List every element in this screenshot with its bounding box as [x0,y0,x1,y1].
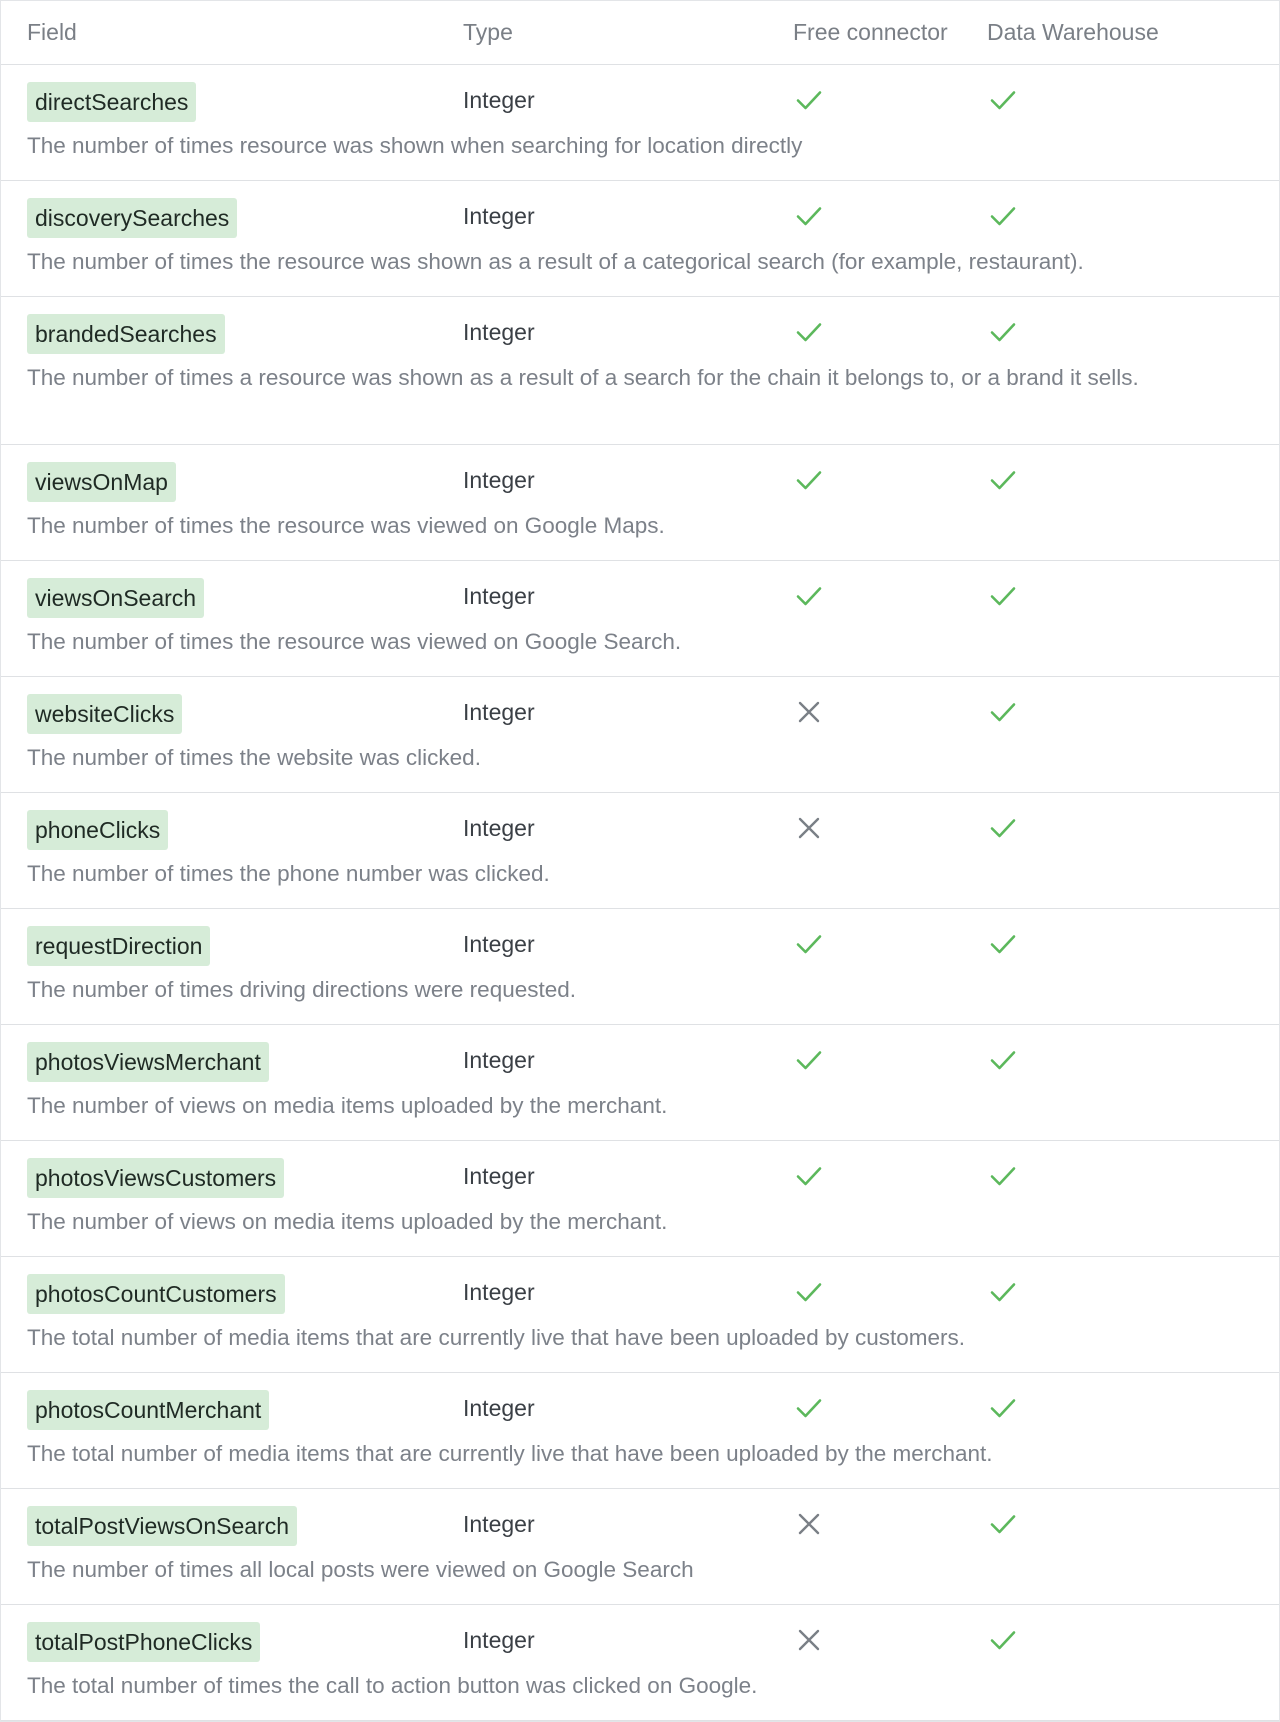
field-name-badge: photosViewsMerchant [27,1042,269,1082]
field-description: The number of views on media items uploaded by the merchant. [27,1093,668,1118]
cross-icon [794,697,824,727]
table-row [1,445,1279,561]
cross-icon [794,1625,824,1655]
table-row [1,1025,1279,1141]
header-field: Field [27,19,77,45]
field-type: Integer [463,467,535,493]
table-body [1,65,1279,1721]
check-icon [988,1625,1018,1655]
check-icon [794,201,824,231]
check-icon [988,201,1018,231]
table-row [1,1605,1279,1721]
check-icon [988,813,1018,843]
field-name-badge: totalPostPhoneClicks [27,1622,260,1662]
field-type: Integer [463,815,535,841]
field-name-badge: photosCountCustomers [27,1274,285,1314]
check-icon [794,465,824,495]
field-type: Integer [463,699,535,725]
table-row [1,1257,1279,1373]
check-icon [794,85,824,115]
table-row [1,793,1279,909]
field-name-badge: viewsOnSearch [27,578,204,618]
table-row [1,1373,1279,1489]
field-name-badge: phoneClicks [27,810,168,850]
table-row [1,561,1279,677]
field-type: Integer [463,319,535,345]
check-icon [988,697,1018,727]
table-row [1,909,1279,1025]
cross-icon [794,1509,824,1539]
field-type: Integer [463,931,535,957]
check-icon [794,1393,824,1423]
check-icon [794,1161,824,1191]
table-row [1,1141,1279,1257]
table-row [1,181,1279,297]
field-description: The number of times the website was clicked. [27,745,481,770]
table-row [1,65,1279,181]
check-icon [794,929,824,959]
check-icon [988,581,1018,611]
table-row [1,677,1279,793]
field-description: The number of times the resource was viewed on Google Maps. [27,513,665,538]
cross-icon [794,813,824,843]
check-icon [794,1045,824,1075]
field-name-badge: photosViewsCustomers [27,1158,284,1198]
header-type: Type [463,19,513,45]
check-icon [988,929,1018,959]
field-name-badge: requestDirection [27,926,210,966]
field-description: The number of times the resource was viewed on Google Search. [27,629,682,654]
check-icon [794,1277,824,1307]
field-type: Integer [463,1279,535,1305]
check-icon [988,1393,1018,1423]
check-icon [988,1161,1018,1191]
field-description: The number of times the resource was shown as a result of a categorical search (for example, restaurant). [27,249,1084,274]
field-description: The total number of media items that are currently live that have been uploaded by customers. [27,1325,966,1350]
field-description: The total number of media items that are currently live that have been uploaded by the merchant. [27,1441,993,1466]
field-name-badge: viewsOnMap [27,462,176,502]
check-icon [988,1509,1018,1539]
field-name-badge: discoverySearches [27,198,237,238]
table-row [1,297,1279,445]
check-icon [988,1045,1018,1075]
table-row [1,1489,1279,1605]
field-name-badge: directSearches [27,82,196,122]
field-description: The number of times driving directions were requested. [27,977,577,1002]
field-description: The number of views on media items uploaded by the merchant. [27,1209,668,1234]
field-description: The total number of times the call to action button was clicked on Google. [27,1673,758,1698]
check-icon [794,317,824,347]
field-type: Integer [463,1395,535,1421]
field-type: Integer [463,1511,535,1537]
field-type: Integer [463,87,535,113]
field-type: Integer [463,203,535,229]
field-type: Integer [463,1047,535,1073]
field-description: The number of times resource was shown when searching for location directly [27,133,803,158]
check-icon [988,85,1018,115]
header-data-warehouse: Data Warehouse [987,19,1159,45]
field-type: Integer [463,1627,535,1653]
field-name-badge: brandedSearches [27,314,225,354]
field-name-badge: totalPostViewsOnSearch [27,1506,297,1546]
header-free-connector: Free connector [793,19,948,45]
table-header [1,1,1279,65]
check-icon [988,1277,1018,1307]
field-type: Integer [463,1163,535,1189]
check-icon [794,581,824,611]
field-description: The number of times a resource was shown as a result of a search for the chain it belongs to, or a brand it sells. [27,365,1139,390]
field-description: The number of times all local posts were viewed on Google Search [27,1557,694,1582]
field-name-badge: photosCountMerchant [27,1390,269,1430]
field-name-badge: websiteClicks [27,694,182,734]
check-icon [988,465,1018,495]
field-type: Integer [463,583,535,609]
field-description: The number of times the phone number was clicked. [27,861,550,886]
check-icon [988,317,1018,347]
